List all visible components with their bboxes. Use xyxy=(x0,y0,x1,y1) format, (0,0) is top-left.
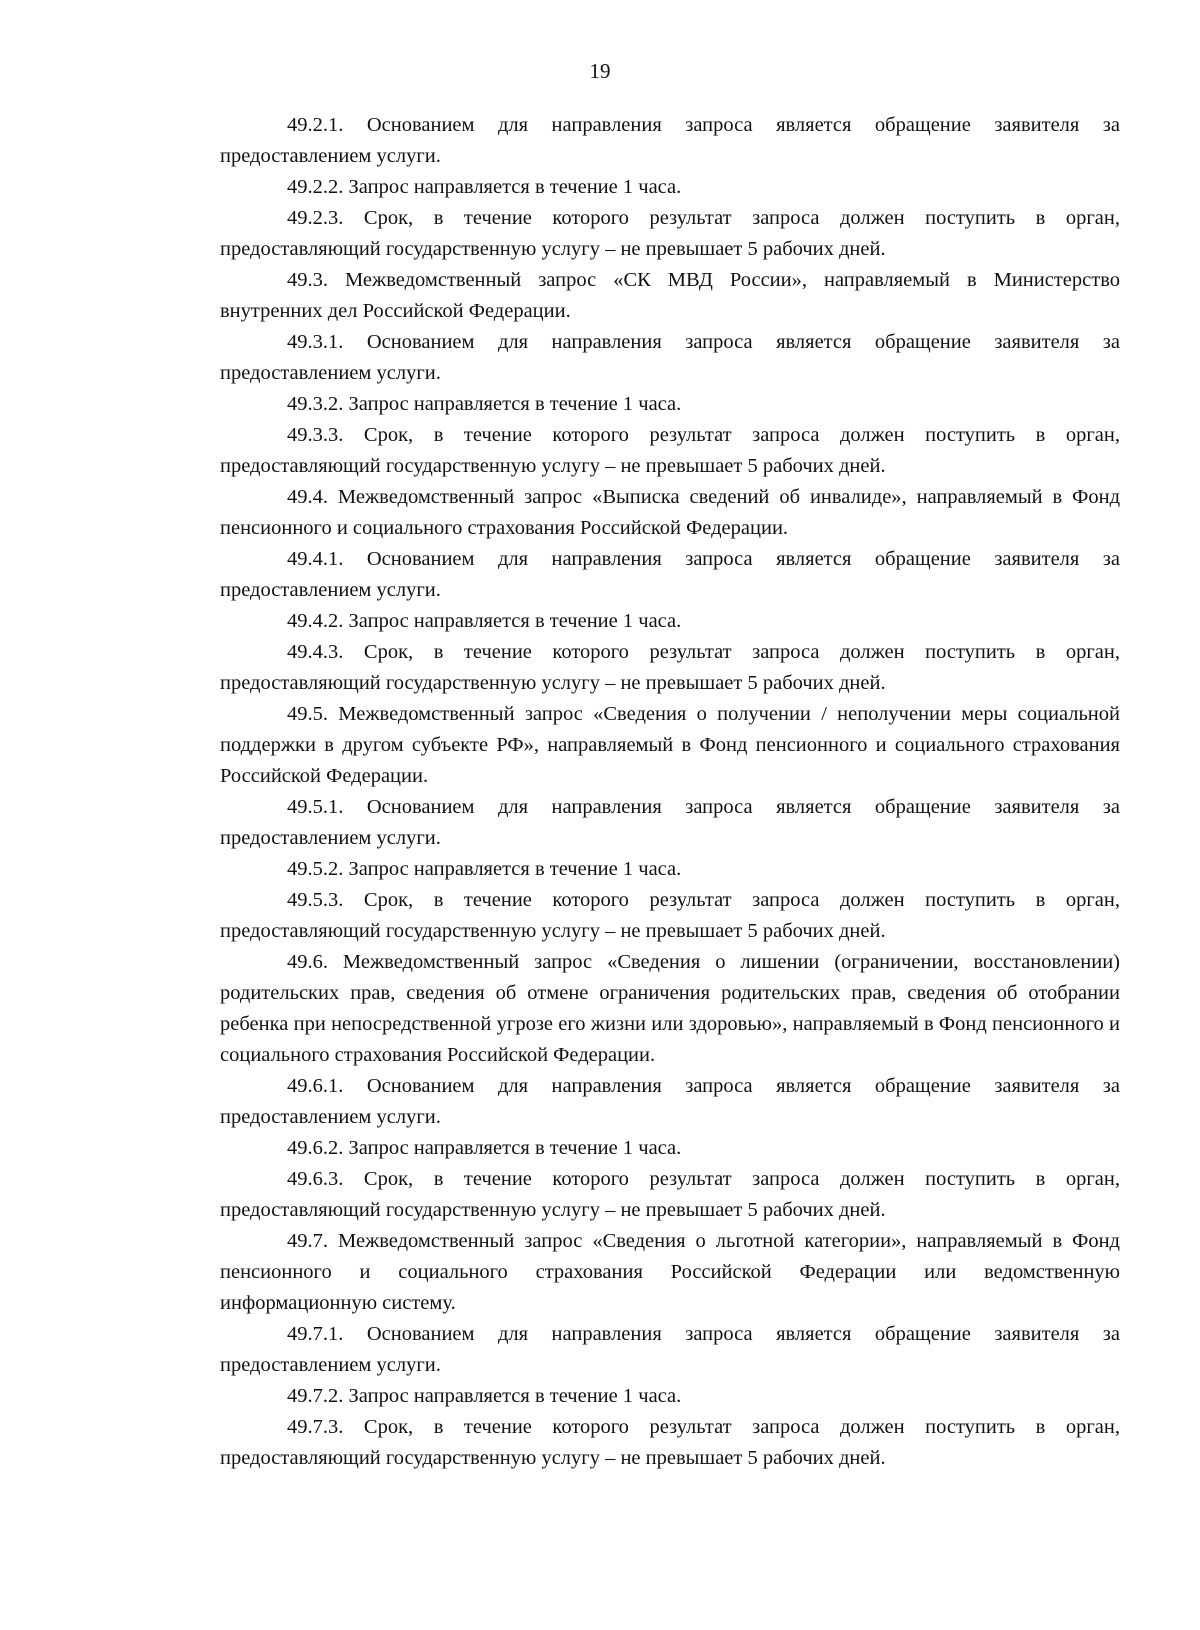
paragraph-49-3-2: 49.3.2. Запрос направляется в течение 1 часа. xyxy=(287,393,682,415)
paragraph-49-4-1: 49.4.1. Основанием для направления запроса является обращение заявителя за предоставлением услуги. xyxy=(220,548,1120,601)
paragraph-49-5: 49.5. Межведомственный запрос «Сведения о получении / неполучении меры социальной поддержки в другом субъекте РФ», направляемый в Фонд пенсионного и социального страхования Российской Федерации. xyxy=(220,703,1120,787)
paragraph-49-2-2: 49.2.2. Запрос направляется в течение 1 часа. xyxy=(287,176,682,198)
paragraph-49-3: 49.3. Межведомственный запрос «СК МВД России», направляемый в Министерство внутренних дел Российской Федерации. xyxy=(220,269,1120,322)
paragraph-49-6-2: 49.6.2. Запрос направляется в течение 1 часа. xyxy=(287,1137,682,1159)
paragraph-49-3-3: 49.3.3. Срок, в течение которого результат запроса должен поступить в орган, предоставляющий государственную услугу – не превышает 5 рабочих дней. xyxy=(220,424,1120,477)
paragraph-49-4-3: 49.4.3. Срок, в течение которого результат запроса должен поступить в орган, предоставляющий государственную услугу – не превышает 5 рабочих дней. xyxy=(220,641,1120,694)
paragraph-49-7-1: 49.7.1. Основанием для направления запроса является обращение заявителя за предоставлением услуги. xyxy=(220,1323,1120,1376)
paragraph-49-6: 49.6. Межведомственный запрос «Сведения о лишении (ограничении, восстановлении) родительских прав, сведения об отмене ограничения родительских прав, сведения об отобрании ребенка при непосредственной угрозе его жизни или здоровью», направляемый в Фонд пенсионного и социального страхования Российской Федерации. xyxy=(220,951,1120,1066)
paragraph-49-6-3: 49.6.3. Срок, в течение которого результат запроса должен поступить в орган, предоставляющий государственную услугу – не превышает 5 рабочих дней. xyxy=(220,1168,1120,1221)
document-body xyxy=(220,110,1120,1474)
paragraph-49-7-3: 49.7.3. Срок, в течение которого результат запроса должен поступить в орган, предоставляющий государственную услугу – не превышает 5 рабочих дней. xyxy=(220,1416,1120,1469)
paragraph-49-7-2: 49.7.2. Запрос направляется в течение 1 часа. xyxy=(287,1385,682,1407)
paragraph-49-2-1: 49.2.1. Основанием для направления запроса является обращение заявителя за предоставлением услуги. xyxy=(220,114,1120,167)
paragraph-49-5-2: 49.5.2. Запрос направляется в течение 1 часа. xyxy=(287,858,682,880)
paragraph-49-7: 49.7. Межведомственный запрос «Сведения о льготной категории», направляемый в Фонд пенсионного и социального страхования Российской Федерации или ведомственную информационную систему. xyxy=(220,1230,1120,1314)
paragraph-49-3-1: 49.3.1. Основанием для направления запроса является обращение заявителя за предоставлением услуги. xyxy=(220,331,1120,384)
paragraph-49-4-2: 49.4.2. Запрос направляется в течение 1 часа. xyxy=(287,610,682,632)
paragraph-49-4: 49.4. Межведомственный запрос «Выписка сведений об инвалиде», направляемый в Фонд пенсионного и социального страхования Российской Федерации. xyxy=(220,486,1120,539)
page-number: 19 xyxy=(589,59,611,83)
paragraph-49-2-3: 49.2.3. Срок, в течение которого результат запроса должен поступить в орган, предоставляющий государственную услугу – не превышает 5 рабочих дней. xyxy=(220,207,1120,260)
paragraph-49-6-1: 49.6.1. Основанием для направления запроса является обращение заявителя за предоставлением услуги. xyxy=(220,1075,1120,1128)
paragraph-49-5-1: 49.5.1. Основанием для направления запроса является обращение заявителя за предоставлением услуги. xyxy=(220,796,1120,849)
paragraph-49-5-3: 49.5.3. Срок, в течение которого результат запроса должен поступить в орган, предоставляющий государственную услугу – не превышает 5 рабочих дней. xyxy=(220,889,1120,942)
